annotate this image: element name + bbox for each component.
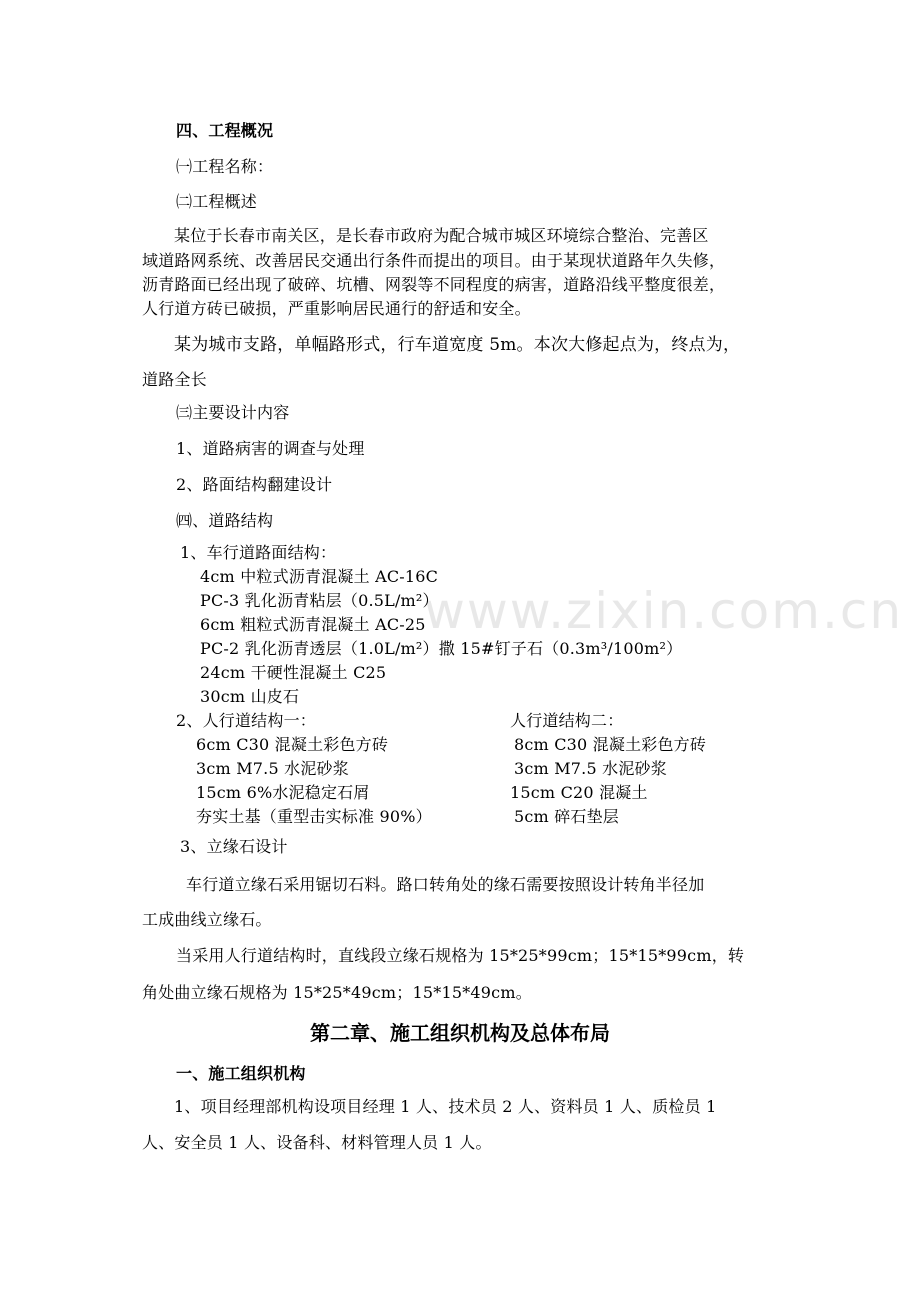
sidewalk-2-layer: 15cm C20 混凝土 [510, 783, 648, 802]
design-item: 1、道路病害的调查与处理 [176, 439, 365, 458]
organization-paragraph-line: 1、项目经理部机构设项目经理 1 人、技术员 2 人、资料员 1 人、质检员 1 [174, 1097, 717, 1116]
overview-paragraph-line: 域道路网系统、改善居民交通出行条件而提出的项目。由于某现状道路年久失修， [142, 251, 726, 270]
section-heading: 四、工程概况 [176, 121, 274, 140]
sidewalk-1-layer: 15cm 6%水泥稳定石屑 [196, 783, 370, 802]
pavement-layer: 4cm 中粒式沥青混凝土 AC-16C [200, 567, 439, 586]
carriageway-structure-title: 1、车行道路面结构： [180, 543, 337, 562]
overview-paragraph-line: 沥青路面已经出现了破碎、坑槽、网裂等不同程度的病害，道路沿线平整度很差， [142, 275, 726, 294]
sidewalk-structure-2-title: 人行道结构二： [510, 711, 624, 730]
project-overview-label: ㈡工程概述 [176, 192, 258, 211]
sidewalk-1-layer: 夯实土基（重型击实标准 90%） [196, 807, 432, 826]
pavement-layer: 24cm 干硬性混凝土 C25 [200, 663, 387, 682]
pavement-layer: 6cm 粗粒式沥青混凝土 AC-25 [200, 615, 426, 634]
chapter-title: 第二章、施工组织机构及总体布局 [310, 1021, 610, 1045]
curb-paragraph-line: 当采用人行道结构时，直线段立缘石规格为 15*25*99cm；15*15*99cm，转 [176, 946, 745, 965]
overview-paragraph-line: 某位于长春市南关区，是长春市政府为配合城市城区环境综合整治、完善区 [174, 226, 709, 245]
watermark: www.zixin.com.cn [424, 582, 904, 640]
design-item: 2、路面结构翻建设计 [176, 475, 333, 494]
overview-paragraph-line: 人行道方砖已破损，严重影响居民通行的舒适和安全。 [142, 299, 531, 318]
road-structure-label: ㈣、道路结构 [176, 511, 274, 530]
road-info-line: 道路全长 [142, 370, 207, 389]
organization-paragraph-line: 人、安全员 1 人、设备科、材料管理人员 1 人。 [142, 1133, 492, 1152]
curb-paragraph-line: 车行道立缘石采用锯切石料。路口转角处的缘石需要按照设计转角半径加 [186, 875, 705, 894]
pavement-layer: PC-3 乳化沥青粘层（0.5L/m²） [200, 591, 439, 610]
sidewalk-2-layer: 3cm M7.5 水泥砂浆 [514, 759, 667, 778]
curb-paragraph-line: 角处曲立缘石规格为 15*25*49cm；15*15*49cm。 [142, 983, 532, 1002]
sidewalk-2-layer: 5cm 碎石垫层 [514, 807, 619, 826]
project-name-label: ㈠工程名称： [176, 157, 274, 176]
road-info-line: 某为城市支路，单幅路形式，行车道宽度 5m。本次大修起点为，终点为， [174, 335, 741, 355]
sidewalk-structure-1-title: 2、人行道结构一： [176, 711, 316, 730]
sidewalk-1-layer: 6cm C30 混凝土彩色方砖 [196, 735, 389, 754]
section-heading: 一、施工组织机构 [176, 1064, 306, 1083]
main-design-label: ㈢主要设计内容 [176, 403, 290, 422]
curb-paragraph-line: 工成曲线立缘石。 [142, 910, 272, 929]
pavement-layer: 30cm 山皮石 [200, 687, 300, 706]
pavement-layer: PC-2 乳化沥青透层（1.0L/m²）撒 15#钉子石（0.3m³/100m²） [200, 639, 683, 658]
curb-design-title: 3、立缘石设计 [180, 837, 288, 856]
sidewalk-1-layer: 3cm M7.5 水泥砂浆 [196, 759, 349, 778]
sidewalk-2-layer: 8cm C30 混凝土彩色方砖 [514, 735, 707, 754]
